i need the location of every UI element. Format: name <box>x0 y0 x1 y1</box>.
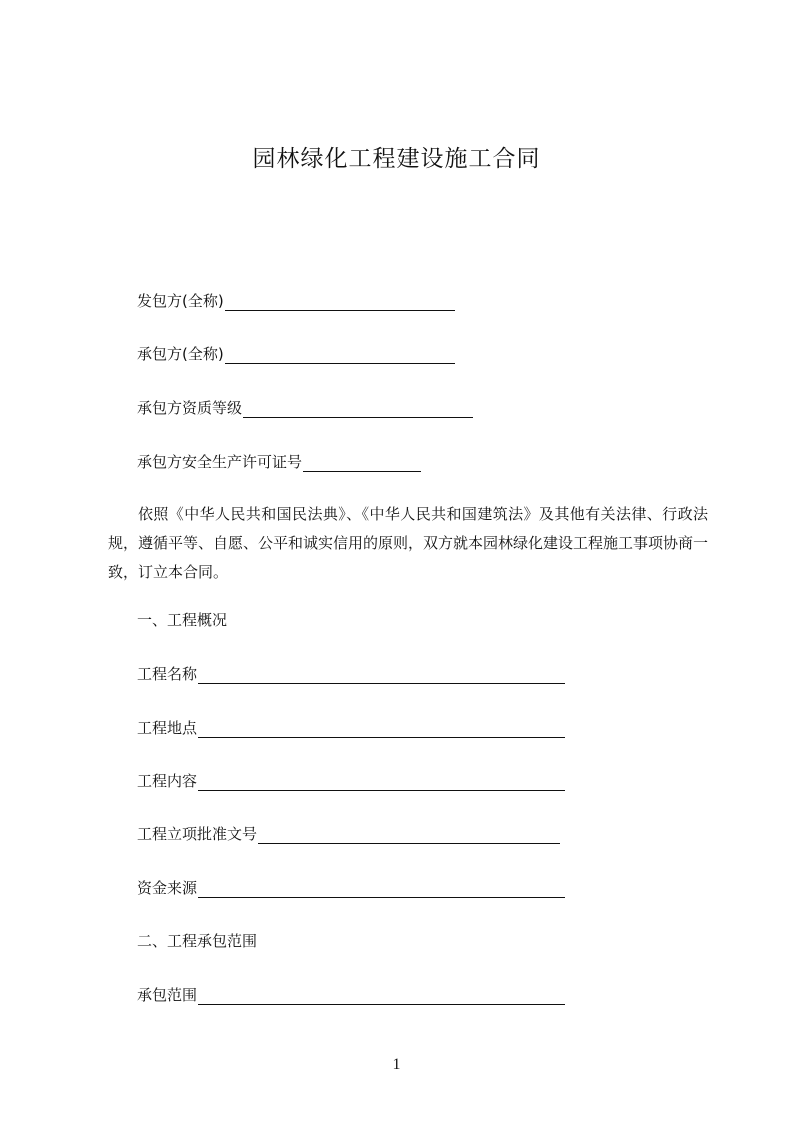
employer-blank <box>225 295 455 311</box>
employer-label: 发包方(全称) <box>137 292 224 310</box>
project-content-blank <box>198 775 565 791</box>
funding-source-line <box>137 878 565 898</box>
approval-number-label: 工程立项批准文号 <box>137 825 258 843</box>
project-location-line <box>137 718 565 738</box>
qualification-label: 承包方资质等级 <box>137 399 243 417</box>
project-location-blank <box>198 722 565 738</box>
scope-line <box>137 985 565 1005</box>
safety-license-blank <box>303 456 421 472</box>
project-content-line <box>137 771 565 791</box>
scope-label: 承包范围 <box>137 986 198 1004</box>
page-number: 1 <box>392 1056 401 1073</box>
section1-heading: 一、工程概况 <box>137 611 228 629</box>
safety-license-line <box>137 452 421 472</box>
funding-source-blank <box>198 882 565 898</box>
project-name-line <box>137 664 565 684</box>
contractor-line <box>137 344 455 364</box>
employer-line <box>137 291 455 311</box>
project-location-label: 工程地点 <box>137 719 198 737</box>
contractor-label: 承包方(全称) <box>137 345 224 363</box>
contractor-blank <box>225 348 455 364</box>
project-content-label: 工程内容 <box>137 772 198 790</box>
funding-source-label: 资金来源 <box>137 879 198 897</box>
section2-heading: 二、工程承包范围 <box>137 932 258 950</box>
approval-number-blank <box>258 828 560 844</box>
scope-blank <box>198 989 565 1005</box>
approval-number-line <box>137 824 560 844</box>
document-title: 园林绿化工程建设施工合同 <box>252 146 541 172</box>
safety-license-label: 承包方安全生产许可证号 <box>137 453 303 471</box>
preamble-paragraph: 依照《中华人民共和国民法典》、《中华人民共和国建筑法》及其他有关法律、行政法规，遵循平等、自愿、公平和诚实信用的原则，双方就本园林绿化建设工程施工事项协商一致，订立本合同。 <box>108 505 709 581</box>
qualification-blank <box>243 402 473 418</box>
qualification-line <box>137 398 473 418</box>
project-name-label: 工程名称 <box>137 665 198 683</box>
project-name-blank <box>198 668 565 684</box>
